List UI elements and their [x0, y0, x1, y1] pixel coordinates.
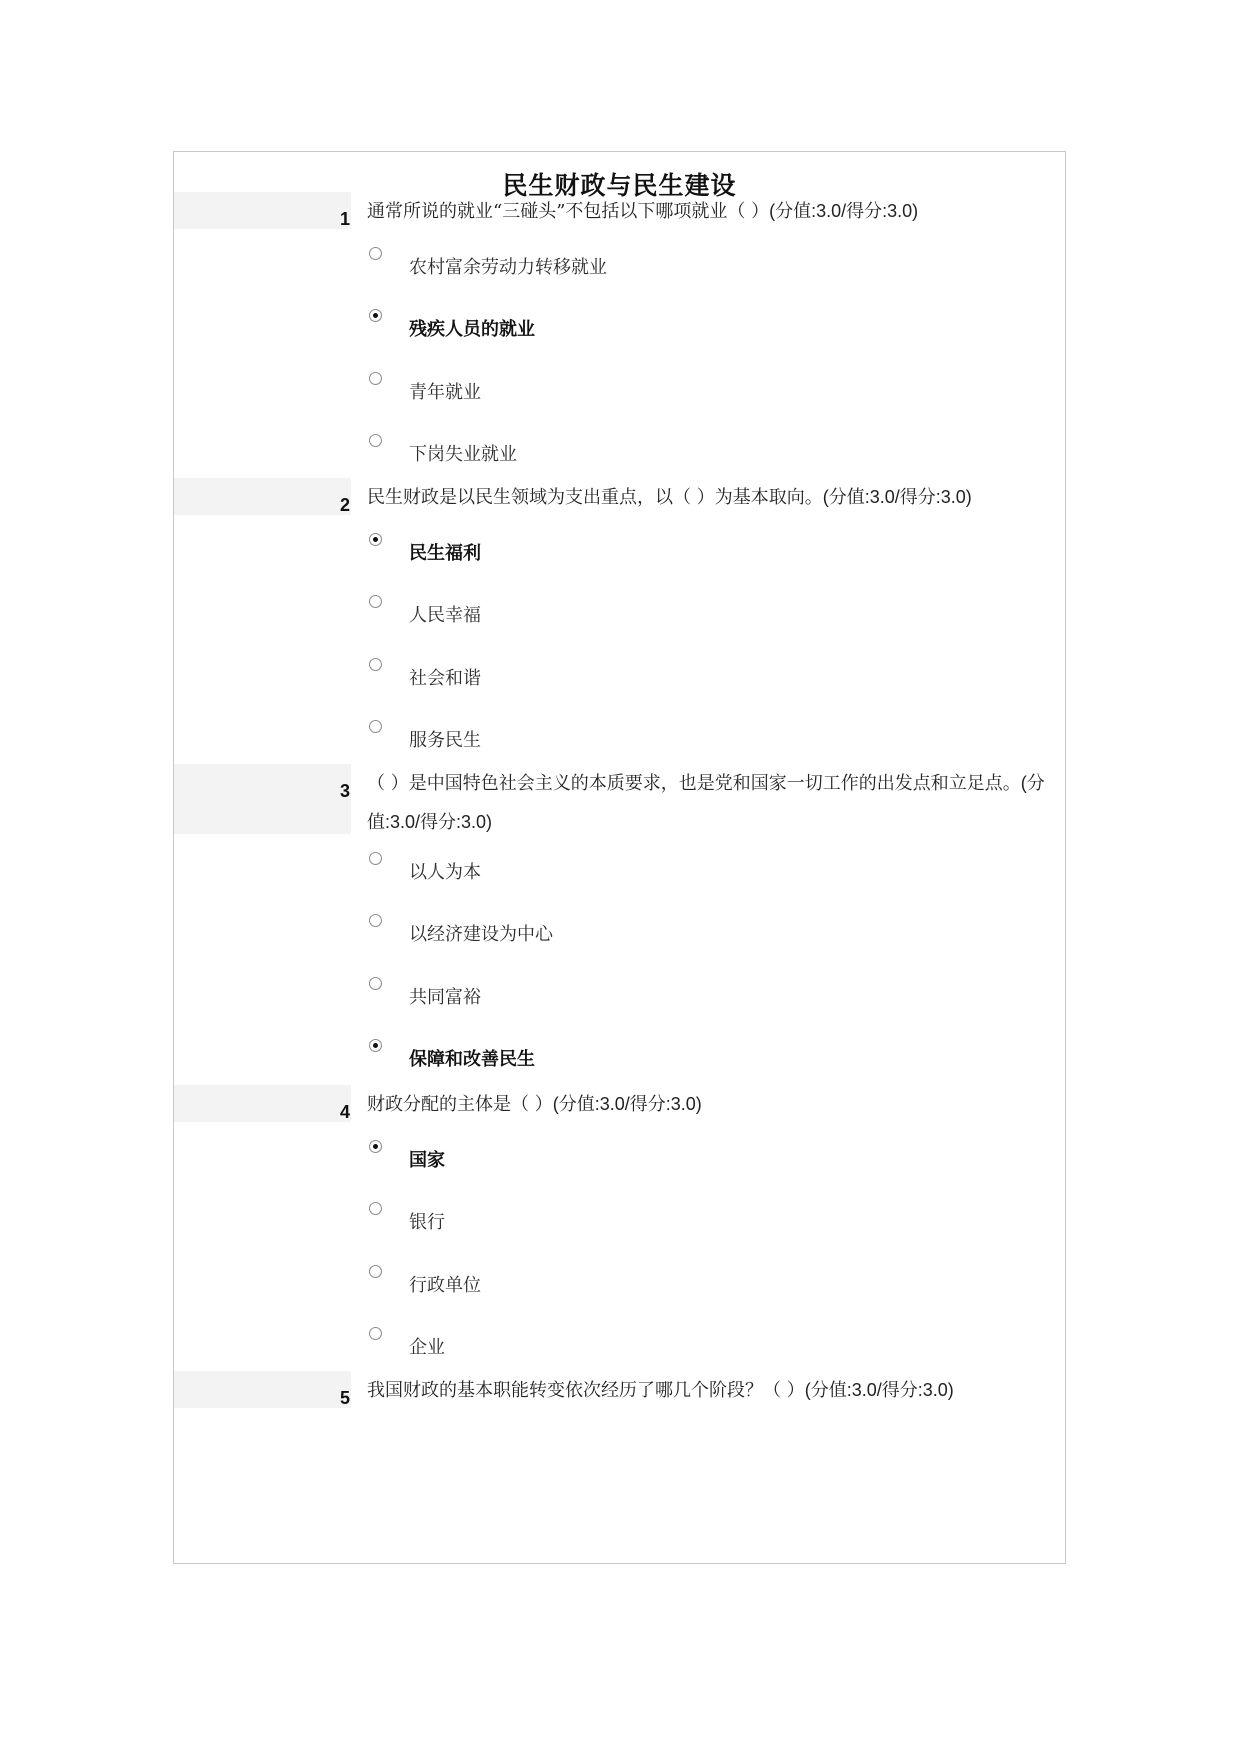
question-text — [367, 1085, 1066, 1124]
question-score: (分值:3.0/得分:3.0) — [552, 1094, 702, 1114]
answer-option-label: 以人为本 — [409, 862, 481, 883]
question-number: 3 — [339, 781, 350, 801]
answer-option-label: 残疾人员的就业 — [409, 319, 535, 340]
question-stem: 我国财政的基本职能转变依次经历了哪几个阶段？（ ） — [367, 1380, 805, 1401]
radio-unchecked-icon[interactable] — [369, 914, 382, 927]
answer-option-label: 行政单位 — [409, 1275, 481, 1296]
question-score: (分值:3.0/得分:3.0) — [822, 487, 972, 507]
radio-unchecked-icon[interactable] — [369, 247, 382, 260]
radio-unchecked-icon[interactable] — [369, 720, 382, 733]
answer-option-label: 人民幸福 — [409, 605, 481, 626]
question-score: (分值:3.0/得分:3.0) — [367, 773, 1045, 832]
radio-checked-icon[interactable] — [369, 533, 382, 546]
question-text — [367, 478, 1066, 517]
question-number: 5 — [339, 1388, 350, 1408]
radio-unchecked-icon[interactable] — [369, 1265, 382, 1278]
answer-option-label: 共同富裕 — [409, 987, 481, 1008]
answer-option-label: 保障和改善民生 — [409, 1049, 535, 1070]
answer-option-label: 农村富余劳动力转移就业 — [409, 257, 607, 278]
quiz-panel — [173, 151, 1066, 1564]
question-score: (分值:3.0/得分:3.0) — [769, 201, 919, 221]
answer-option-label: 银行 — [409, 1212, 445, 1233]
radio-checked-icon[interactable] — [369, 1039, 382, 1052]
radio-unchecked-icon[interactable] — [369, 434, 382, 447]
answer-option-label: 服务民生 — [409, 730, 481, 751]
answer-option-label: 青年就业 — [409, 382, 481, 403]
question-number: 1 — [339, 209, 350, 229]
question-number: 2 — [339, 495, 350, 515]
answer-option-label: 国家 — [409, 1150, 445, 1171]
radio-checked-icon[interactable] — [369, 309, 382, 322]
question-text — [367, 192, 1066, 231]
question-stem: 民生财政是以民生领域为支出重点，以（ ）为基本取向。 — [367, 487, 823, 508]
answer-option-label: 以经济建设为中心 — [409, 924, 553, 945]
question-text — [367, 1371, 1066, 1410]
answer-option-label: 下岗失业就业 — [409, 444, 517, 465]
radio-unchecked-icon[interactable] — [369, 595, 382, 608]
answer-option-label: 民生福利 — [409, 543, 481, 564]
radio-unchecked-icon[interactable] — [369, 658, 382, 671]
question-stem: 通常所说的就业“三碰头”不包括以下哪项就业（ ） — [367, 201, 770, 222]
answer-option-label: 社会和谐 — [409, 668, 481, 689]
radio-unchecked-icon[interactable] — [369, 852, 382, 865]
radio-unchecked-icon[interactable] — [369, 1327, 382, 1340]
radio-unchecked-icon[interactable] — [369, 372, 382, 385]
answer-option-label: 企业 — [409, 1337, 445, 1358]
radio-unchecked-icon[interactable] — [369, 977, 382, 990]
question-stem: 财政分配的主体是（ ） — [367, 1094, 553, 1115]
question-number: 4 — [339, 1102, 350, 1122]
question-score: (分值:3.0/得分:3.0) — [804, 1380, 954, 1400]
question-stem: （ ）是中国特色社会主义的本质要求，也是党和国家一切工作的出发点和立足点。 — [367, 773, 1021, 794]
radio-unchecked-icon[interactable] — [369, 1202, 382, 1215]
question-text — [367, 764, 1066, 842]
radio-checked-icon[interactable] — [369, 1140, 382, 1153]
page-title: 民生财政与民生建设 — [502, 171, 737, 200]
